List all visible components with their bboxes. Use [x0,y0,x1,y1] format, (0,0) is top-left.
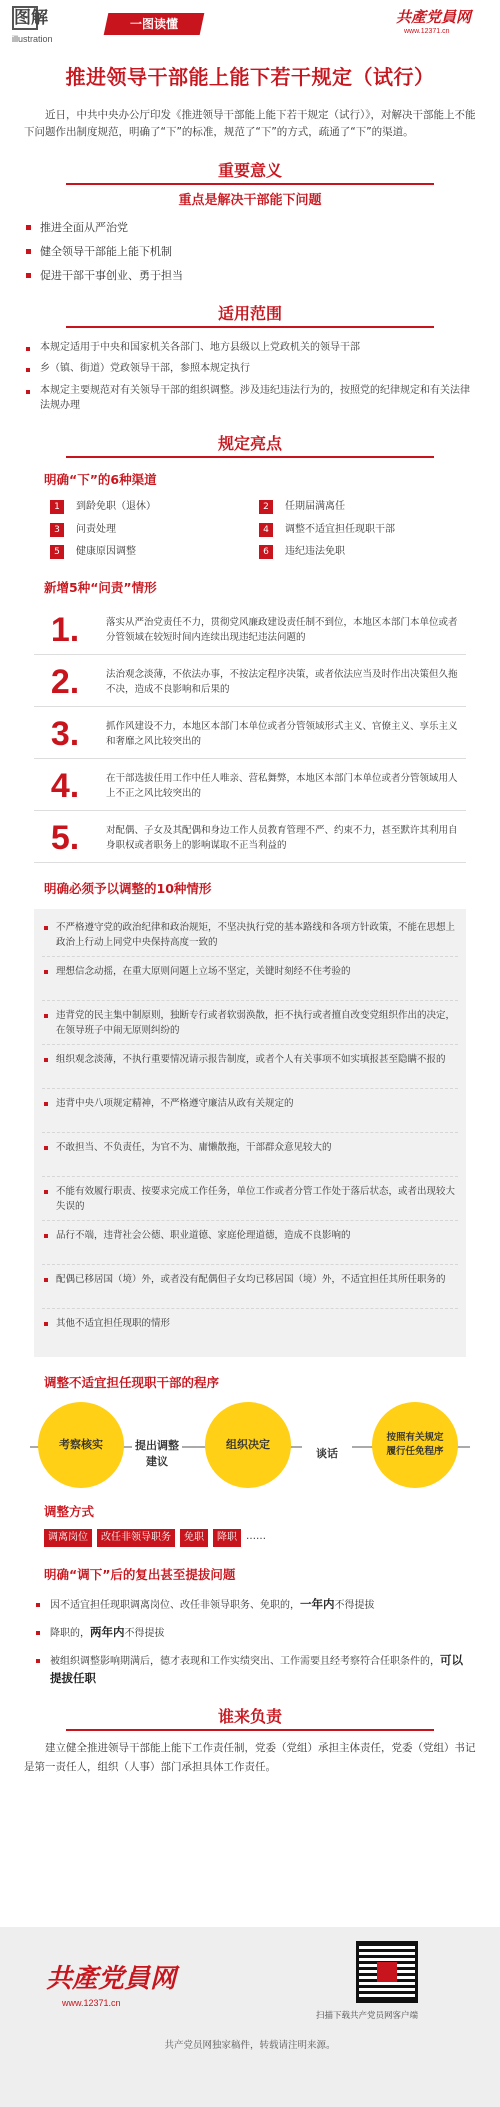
list-item: 组织观念淡薄，不执行重要情况请示报告制度，或者个人有关事项不如实填报甚至隐瞒不报的 [42,1045,458,1089]
footer-note: 共产党员网独家稿件，转载请注明来源。 [164,2040,336,2051]
return-pre: 被组织调整影响期满后，德才表现和工作实绩突出、工作需要且经考察符合任职条件的， [50,1655,440,1667]
page-title: 推进领导干部能上能下若干规定（试行） [65,65,435,89]
step-label: 按照有关规定履行任免程序 [386,1432,444,1457]
return-emphasis: 两年内 [90,1624,125,1639]
step-circle [205,1402,291,1488]
qr-caption: 扫描下载共产党员网客户端 [316,2011,419,2021]
channel-number: 5 [50,545,64,559]
section-heading: 适用范围 [198,302,302,326]
list-item: 违背党的民主集中制原则，独断专行或者软弱涣散，拒不执行或者擅自改变党组织作出的决定，在领导班子中闹无原则纠纷的 [42,1001,458,1045]
wenze-text: 对配偶、子女及其配偶和身边工作人员教育管理不严、约束不力，甚至默许其利用自身职权或者职务上的影响谋取不正当利益的 [106,824,458,851]
way-badge: 免职 [180,1529,208,1547]
wenze-list [0,607,500,863]
wenze-text: 落实从严治党责任不力，贯彻党风廉政建设责任制不到位，本地区本部门本单位或者分管领域在较短时间内连续出现违纪违法问题的 [106,616,458,643]
channels-title: 明确“下”的6种渠道 [44,471,157,487]
list-item [34,1624,466,1642]
ten-title: 明确必须予以调整的10种情形 [44,881,212,897]
way-badge: 降职 [213,1529,241,1547]
channel-label: 到龄免职（退休） [76,501,156,513]
return-emphasis: 一年内 [300,1597,335,1612]
step-text: 谈话 [302,1446,352,1462]
section-highlights [0,432,500,456]
section-heading: 谁来负责 [198,1705,302,1729]
significance-subtitle: 重点是解决干部能下问题 [178,192,322,208]
step-label: 组织决定 [226,1437,270,1451]
return-emphasis: 可以提拔任职 [50,1652,463,1685]
wenze-item [34,711,466,759]
way-badge: 调离岗位 [44,1529,92,1547]
list-item: 其他不适宜担任现职的情形 [42,1309,458,1353]
header [0,0,500,48]
channels-grid [0,499,500,560]
step-text: 提出调整建议 [132,1438,182,1470]
section-scope [0,302,500,326]
channel-number: 2 [259,500,273,514]
responsibility-text: 建立健全推进领导干部能上能下工作责任制，党委（党组）承担主体责任，党委（党组）书记是第一责任人，组织（人事）部门承担具体工作责任。 [24,1742,476,1773]
wenze-item [34,815,466,863]
channel-label: 任期届满离任 [285,501,345,513]
channel-item [50,522,241,538]
return-pre: 降职的， [50,1627,90,1639]
list-item: 不能有效履行职责、按要求完成工作任务，单位工作或者分管工作处于落后状态，或者出现较大失误的 [42,1177,458,1221]
list-item: 本规定适用于中央和国家机关各部门、地方县级以上党政机关的领导干部 [24,340,476,356]
ten-situations-list [34,909,466,1357]
ways-row [0,1529,500,1547]
list-item: 促进干部干事创业、勇于担当 [24,267,476,284]
return-post: 不得提拔 [334,1600,375,1612]
channel-label: 调整不适宜担任现职干部 [285,523,395,535]
ways-ellipsis: …… [246,1531,266,1543]
step-label: 考察核实 [59,1437,103,1451]
list-item: 品行不端，违背社会公德、职业道德、家庭伦理道德，造成不良影响的 [42,1221,458,1265]
return-post: 不得提拔 [124,1627,165,1639]
channel-item [50,499,241,515]
list-item: 理想信念动摇，在重大原则问题上立场不坚定，关键时刻经不住考验的 [42,957,458,1001]
channel-label: 违纪违法免职 [285,546,345,558]
significance-list [0,219,500,284]
tujie-logo [12,4,62,48]
channel-item [259,544,450,560]
wenze-number: 2. [50,663,80,702]
way-badge: 改任非领导职务 [97,1529,175,1547]
channel-number: 3 [50,523,64,537]
procedure-title: 调整不适宜担任现职干部的程序 [44,1374,220,1390]
channel-label: 健康原因调整 [76,546,136,558]
step-circle [372,1402,458,1488]
list-item: 推进全面从严治党 [24,219,476,236]
qr-code-icon[interactable] [356,1941,418,2003]
channel-item [50,544,241,560]
brand-url[interactable]: www.12371.cn [404,28,450,35]
wenze-text: 抓作风建设不力，本地区本部门本单位或者分管领域形式主义、官僚主义、享乐主义和奢靡之风比较突出的 [106,720,458,747]
footer [0,1927,500,2107]
section-heading: 规定亮点 [198,432,302,456]
list-item: 配偶已移居国（境）外，或者没有配偶但子女均已移居国（境）外，不适宜担任其所任职务的 [42,1265,458,1309]
list-item: 违背中央八项规定精神，不严格遵守廉洁从政有关规定的 [42,1089,458,1133]
wenze-title: 新增5种“问责”情形 [44,579,157,595]
channel-number: 1 [50,500,64,514]
section-significance [0,159,500,183]
list-item: 健全领导干部能上能下机制 [24,243,476,260]
step-circle [38,1402,124,1488]
wenze-number: 5. [50,819,80,858]
wenze-number: 3. [50,715,80,754]
qr-center-logo-icon [377,1962,397,1982]
tujie-en-text: illustration [12,34,53,44]
return-pre: 因不适宜担任现职调离岗位、改任非领导职务、免职的， [50,1600,300,1612]
channel-label: 问责处理 [76,523,116,535]
wenze-item [34,763,466,811]
wenze-item [34,659,466,707]
return-list [0,1596,500,1687]
ways-title: 调整方式 [44,1503,95,1519]
tujie-text: 图解 [14,8,48,28]
yitu-tag-label: 一图读懂 [129,17,178,31]
channel-number: 4 [259,523,273,537]
wenze-number: 4. [50,767,80,806]
yitu-tag [104,13,205,35]
procedure-flow [0,1402,500,1492]
section-responsibility [0,1705,500,1729]
channel-item [259,499,450,515]
wenze-text: 在干部选拔任用工作中任人唯亲、营私舞弊，本地区本部门本单位或者分管领域用人上不正之风比较突出的 [106,772,458,799]
return-title: 明确“调下”后的复出甚至提拔问题 [44,1566,236,1582]
footer-brand-logo[interactable]: 共產党員网 [46,1964,177,1994]
scope-list [0,340,500,414]
list-item: 不严格遵守党的政治纪律和政治规矩，不坚决执行党的基本路线和各项方针政策，不能在思想上政治上行动上同党中央保持高度一致的 [42,913,458,957]
list-item [34,1652,466,1688]
wenze-text: 法治观念淡薄，不依法办事，不按法定程序决策，或者依法应当及时作出决策但久拖不决，造成不良影响和后果的 [106,668,458,695]
section-heading: 重要意义 [198,159,302,183]
list-item: 乡（镇、街道）党政领导干部，参照本规定执行 [24,361,476,377]
wenze-item [34,607,466,655]
channel-number: 6 [259,545,273,559]
list-item: 不敢担当、不负责任，为官不为、庸懒散拖，干部群众意见较大的 [42,1133,458,1177]
channel-item [259,522,450,538]
list-item [34,1596,466,1614]
intro-paragraph: 近日，中共中央办公厅印发《推进领导干部能上能下若干规定（试行）》，对解决干部能上不能下问题作出制度规范，明确了“下”的标准，规范了“下”的方式，疏通了“下”的渠道。 [24,109,476,138]
brand-logo[interactable]: 共產党員网 [396,8,472,26]
list-item: 本规定主要规范对有关领导干部的组织调整。涉及违纪违法行为的，按照党的纪律规定和有关法律法规办理 [24,383,476,414]
footer-brand-url[interactable]: www.12371.cn [62,1998,121,2008]
wenze-number: 1. [50,611,80,650]
